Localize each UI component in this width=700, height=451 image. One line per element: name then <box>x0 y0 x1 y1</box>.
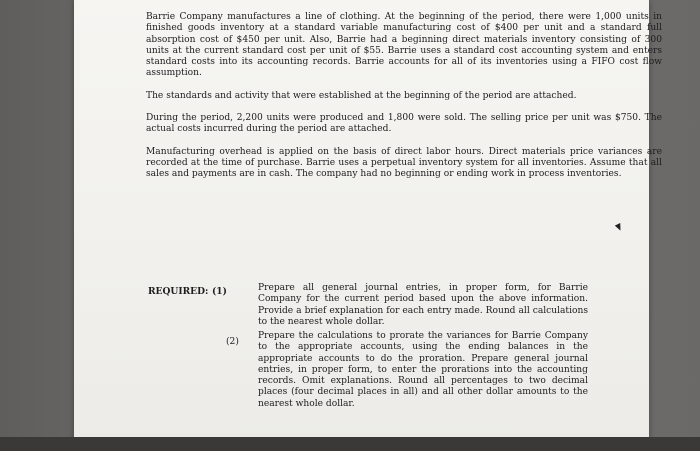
required-item-2: Prepare the calculations to prorate the variances for Barrie Company to the appropriate accounts, using the ending balances in the appropriate accounts to do the proration. Prepare general journal entries, in proper form, to enter the prorations into the accounting records. Omit explanations. Round all percentages to two decimal places (four decimal places in all) and all other dollar amounts to the nearest whole dollar. <box>258 331 588 409</box>
paragraph-overhead: Manufacturing overhead is applied on the basis of direct labor hours. Direct materials price variances are recorded at the time of purchase. Barrie uses a perpetual inventory system for all inventories. Assume that all sales and payments are in cash. The company had no beginning or ending work in process inventories. <box>146 146 662 180</box>
required-label: REQUIRED: <box>148 286 209 297</box>
required-item-1: Prepare all general journal entries, in proper form, for Barrie Company for the current period based upon the above information. Provide a brief explanation for each entry made. Round all calculations to the nearest whole dollar. <box>258 283 588 327</box>
paragraph-intro: Barrie Company manufactures a line of clothing. At the beginning of the period, there were 1,000 units in finished goods inventory at a standard variable manufacturing cost of $400 per unit and a standard full absorption cost of $450 per unit. Also, Barrie had a beginning direct materials inventory consisting of 300 units at the current standard cost per unit of $55. Barrie uses a standard cost accounting system and enters standard costs into its accounting records. Barrie accounts for all of its inventories using a FIFO cost flow assumption. <box>146 12 662 79</box>
paragraph-activity: During the period, 2,200 units were produced and 1,800 were sold. The selling price per unit was $750. The actual costs incurred during the period are attached. <box>146 113 662 135</box>
item-number-1: (1) <box>212 286 227 297</box>
bottom-shadow <box>0 437 700 451</box>
item-number-2: (2) <box>226 337 239 347</box>
paragraph-standards: The standards and activity that were established at the beginning of the period are attached. <box>146 90 577 101</box>
body-text <box>146 12 662 192</box>
document-page <box>74 0 662 443</box>
